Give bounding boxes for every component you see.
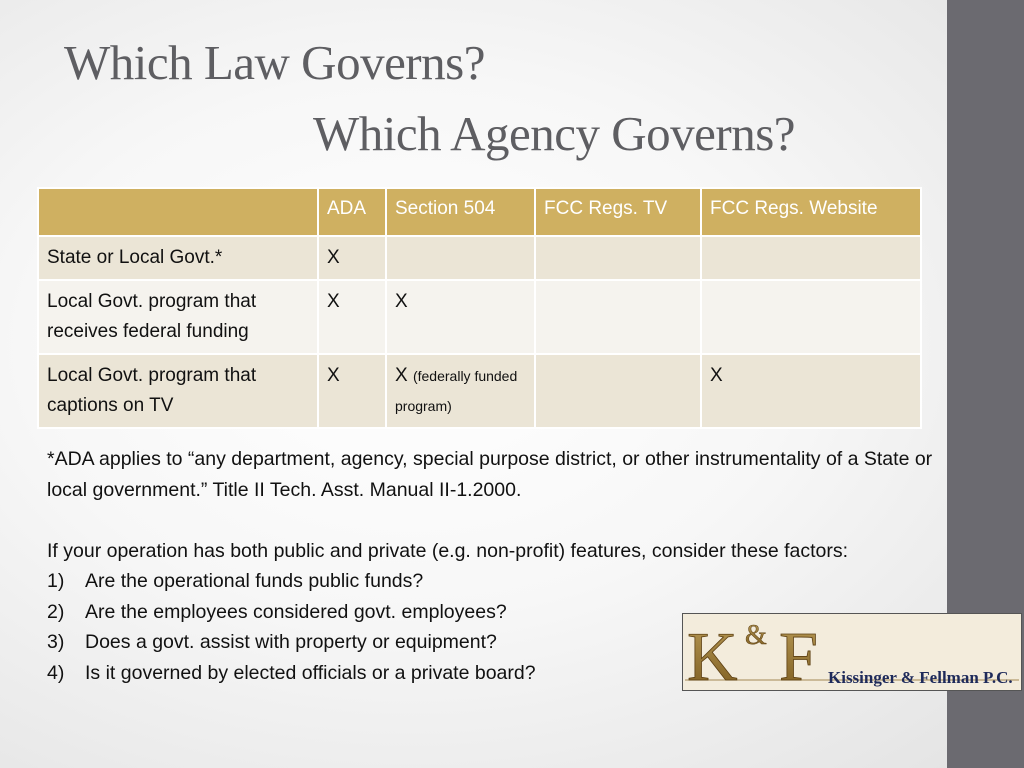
firm-logo-graphic [683, 614, 1021, 690]
factors-intro: If your operation has both public and private (e.g. non-profit) features, consider these factors: [47, 539, 849, 562]
ada-footnote: *ADA applies to “any department, agency, special purpose district, or other instrumentality of a State or local government.” Title II Tech. Asst. Manual II-1.2000. [47, 448, 933, 501]
governance-table [37, 187, 922, 429]
list-item-number: 1) [47, 570, 65, 592]
list-item-text: Are the operational funds public funds? [85, 570, 424, 592]
list-item-number: 4) [47, 661, 65, 684]
cell-fcc-website [701, 280, 921, 354]
slide-title-line-1: Which Law Governs? [64, 35, 485, 90]
firm-logo [682, 613, 1022, 691]
list-item [47, 566, 942, 597]
cell-section-504-note: (federally funded program) [395, 368, 518, 414]
cell-section-504: X [386, 280, 535, 354]
monogram-f: F [779, 619, 818, 690]
list-item-text: Does a govt. assist with property or equipment? [85, 631, 497, 653]
header-cell-ada: ADA [318, 188, 386, 236]
cell-fcc-tv [535, 236, 701, 280]
list-item-text: Is it governed by elected officials or a private board? [85, 661, 536, 684]
list-item-number: 2) [47, 600, 65, 623]
header-cell-fcc-tv: FCC Regs. TV [535, 188, 701, 236]
header-cell-blank [38, 188, 318, 236]
slide-title-line-2: Which Agency Governs? [313, 106, 796, 161]
header-cell-section-504: Section 504 [386, 188, 535, 236]
cell-ada: X [318, 236, 386, 280]
monogram-ampersand: & [745, 620, 767, 651]
list-item-text: Are the employees considered govt. employees? [85, 600, 507, 623]
cell-fcc-website [701, 236, 921, 280]
table-header-row [38, 188, 921, 236]
spacer [47, 505, 942, 536]
row-label: Local Govt. program that captions on TV [38, 354, 318, 428]
table-row [38, 354, 921, 428]
monogram-k: K [687, 619, 738, 690]
firm-name: Kissinger & Fellman P.C. [828, 668, 1013, 687]
cell-ada: X [318, 280, 386, 354]
table-row [38, 280, 921, 354]
header-cell-fcc-website: FCC Regs. Website [701, 188, 921, 236]
cell-fcc-website: X [701, 354, 921, 428]
cell-fcc-tv [535, 354, 701, 428]
list-item-number: 3) [47, 631, 65, 653]
cell-ada: X [318, 354, 386, 428]
cell-section-504 [386, 236, 535, 280]
table-row [38, 236, 921, 280]
cell-fcc-tv [535, 280, 701, 354]
row-label: State or Local Govt.* [38, 236, 318, 280]
cell-section-504 [386, 354, 535, 428]
row-label: Local Govt. program that receives federal funding [38, 280, 318, 354]
cell-section-504-mark: X [395, 365, 408, 386]
